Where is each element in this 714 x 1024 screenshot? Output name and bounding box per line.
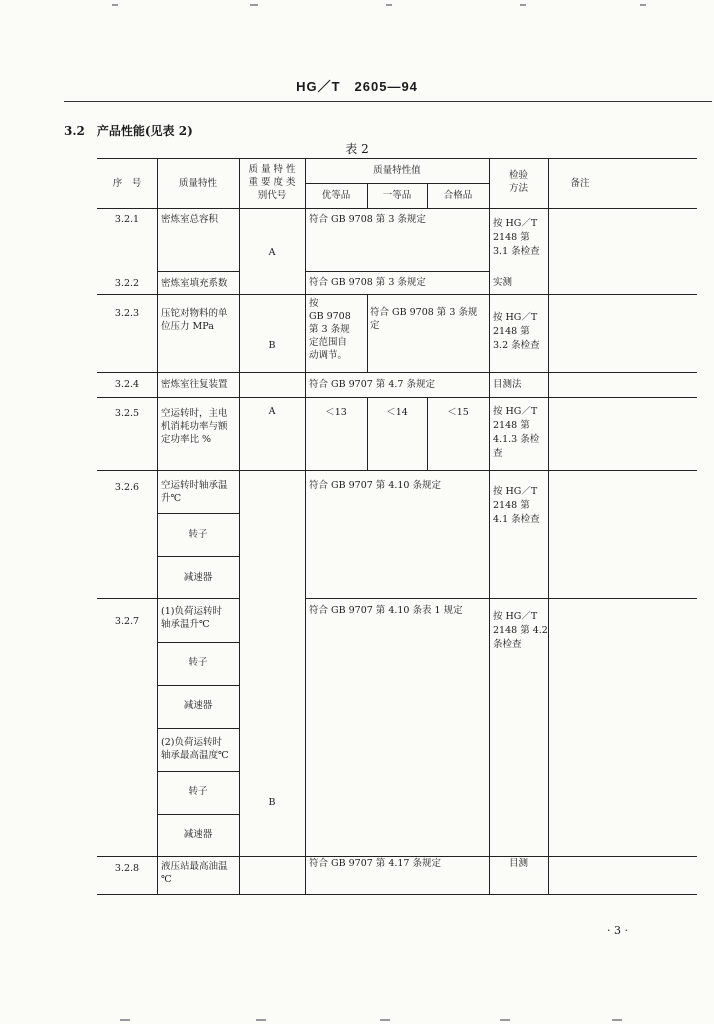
- row-feature: 压铊对物料的单: [161, 308, 228, 319]
- row-seq: 3.2.1: [114, 214, 140, 225]
- table-line: [489, 158, 490, 894]
- table-line: [157, 728, 239, 729]
- row-feature: 液压站最高油温: [161, 861, 228, 872]
- row-method: 按 HG／T: [493, 611, 538, 622]
- table-line: [367, 294, 368, 372]
- scan-artifact: [112, 4, 118, 6]
- row-sub-reducer: 减速器: [183, 829, 213, 840]
- table-line: [157, 513, 239, 514]
- row-feature: 机消耗功率与额: [161, 421, 228, 432]
- table-title: 表 2: [345, 142, 369, 156]
- header-grade-first: 一等品: [382, 190, 412, 201]
- row-value-other: 符合 GB 9708 第 3 条规: [370, 307, 478, 318]
- class-code-b: B: [268, 797, 276, 808]
- row-seq: 3.2.8: [114, 863, 140, 874]
- row-feature: 轴承最高温度℃: [161, 750, 229, 761]
- scan-artifact: [386, 4, 392, 6]
- row-method: 2148 第 4.2: [493, 625, 548, 636]
- row-value: 符合 GB 9707 第 4.10 条表 1 规定: [309, 605, 463, 616]
- row-feature: 密炼室往复装置: [161, 379, 228, 390]
- row-method: 2148 第: [493, 420, 530, 431]
- row-seq: 3.2.5: [114, 408, 140, 419]
- row-seq: 3.2.7: [114, 616, 140, 627]
- table-line: [157, 642, 239, 643]
- table-line: [305, 598, 697, 599]
- row-sub-rotor: 转子: [188, 786, 208, 797]
- row-value: 符合 GB 9707 第 4.7 条规定: [309, 379, 435, 390]
- row-value: 符合 GB 9708 第 3 条规定: [309, 214, 426, 225]
- section-title: 3.2 产品性能(见表 2): [64, 124, 193, 138]
- header-rule: [64, 101, 712, 102]
- row-sub-reducer: 减速器: [183, 700, 213, 711]
- row-method: 实测: [493, 277, 513, 288]
- row-method: 2148 第: [493, 500, 530, 511]
- header-class-code-2: 重 要 度 类: [248, 177, 296, 188]
- table-line: [97, 470, 697, 471]
- row-value: 符合 GB 9707 第 4.17 条规定: [309, 858, 441, 869]
- table-line: [305, 158, 306, 894]
- class-code-a: A: [268, 247, 276, 258]
- row-seq: 3.2.3: [114, 308, 140, 319]
- header-quality-feature: 质量特性: [178, 178, 217, 189]
- row-value-premium: ＜13: [325, 407, 347, 418]
- row-method: 查: [493, 448, 503, 459]
- scan-artifact: [520, 4, 526, 6]
- table-line: [157, 771, 239, 772]
- table-line: [305, 183, 489, 184]
- row-method: 4.1 条检查: [493, 514, 540, 525]
- row-seq: 3.2.2: [114, 278, 140, 289]
- row-method: 2148 第: [493, 326, 530, 337]
- row-value: 符合 GB 9707 第 4.10 条规定: [309, 480, 441, 491]
- header-grade-premium: 优等品: [321, 190, 351, 201]
- table-line: [97, 894, 697, 895]
- table-line: [157, 158, 158, 894]
- scan-artifact: [640, 4, 646, 6]
- row-feature: 轴承温升℃: [161, 619, 210, 630]
- row-feature: 空运转时轴承温: [161, 480, 228, 491]
- table-line: [239, 158, 240, 894]
- row-method: 目测: [509, 858, 529, 869]
- row-value-premium: 动调节。: [309, 350, 348, 361]
- row-value-premium: 按: [309, 298, 319, 309]
- row-value-premium: GB 9708: [309, 311, 351, 322]
- row-method: 3.1 条检查: [493, 246, 540, 257]
- row-value-other: 定: [370, 320, 380, 331]
- table-line: [548, 158, 549, 894]
- table-line: [157, 271, 239, 272]
- table-line: [157, 556, 239, 557]
- header-method-2: 方法: [508, 183, 528, 194]
- row-method: 条检查: [493, 639, 522, 650]
- header-class-code-1: 质 量 特 性: [248, 164, 296, 175]
- scan-artifact: [250, 4, 258, 6]
- row-feature: 升℃: [161, 493, 182, 504]
- header-method-1: 检验: [508, 170, 528, 181]
- scan-artifact: [500, 1019, 510, 1021]
- table-line: [97, 158, 697, 159]
- class-code-a: A: [268, 406, 276, 417]
- scan-artifact: [380, 1019, 390, 1021]
- row-method: 按 HG／T: [493, 486, 538, 497]
- header-quality-value: 质量特性值: [373, 165, 421, 176]
- header-seq: 序 号: [112, 178, 142, 189]
- row-method: 按 HG／T: [493, 406, 538, 417]
- row-method: 目测法: [493, 379, 522, 390]
- page-number: · 3 ·: [607, 924, 628, 937]
- table-line: [97, 397, 697, 398]
- table-line: [97, 598, 239, 599]
- scan-artifact: [120, 1019, 130, 1021]
- header-remark: 备注: [570, 178, 590, 189]
- table-line: [97, 856, 697, 857]
- row-sub-rotor: 转子: [188, 657, 208, 668]
- row-feature: 密炼室填充系数: [161, 278, 228, 289]
- row-value: 符合 GB 9708 第 3 条规定: [309, 277, 426, 288]
- row-feature: 位压力 MPa: [161, 321, 214, 332]
- row-feature: 定功率比 %: [161, 434, 212, 445]
- row-seq: 3.2.4: [114, 379, 140, 390]
- header-grade-pass: 合格品: [443, 190, 473, 201]
- row-feature: 空运转时，主电: [161, 408, 228, 419]
- row-method: 按 HG／T: [493, 218, 538, 229]
- row-feature: 密炼室总容积: [161, 214, 219, 225]
- table-line: [157, 685, 239, 686]
- table-line: [97, 372, 697, 373]
- header-class-code-3: 别代号: [257, 190, 287, 201]
- page-header: HG／T 2605—94: [296, 79, 418, 94]
- row-value-pass: ＜15: [447, 407, 469, 418]
- row-value-first: ＜14: [386, 407, 408, 418]
- row-value-premium: 定范围自: [309, 337, 348, 348]
- table-line: [97, 294, 697, 295]
- row-feature: ℃: [161, 874, 172, 885]
- scan-artifact: [256, 1019, 266, 1021]
- table-line: [305, 271, 489, 272]
- table-line: [97, 208, 697, 209]
- row-feature: (2)负荷运转时: [161, 737, 222, 748]
- row-method: 3.2 条检查: [493, 340, 540, 351]
- row-method: 4.1.3 条检: [493, 434, 540, 445]
- row-sub-rotor: 转子: [188, 529, 208, 540]
- table-line: [157, 814, 239, 815]
- class-code-b: B: [268, 340, 276, 351]
- scan-artifact: [612, 1019, 622, 1021]
- row-method: 2148 第: [493, 232, 530, 243]
- row-feature: (1)负荷运转时: [161, 606, 222, 617]
- row-method: 按 HG／T: [493, 312, 538, 323]
- row-seq: 3.2.6: [114, 482, 140, 493]
- row-sub-reducer: 减速器: [183, 572, 213, 583]
- row-value-premium: 第 3 条规: [309, 324, 350, 335]
